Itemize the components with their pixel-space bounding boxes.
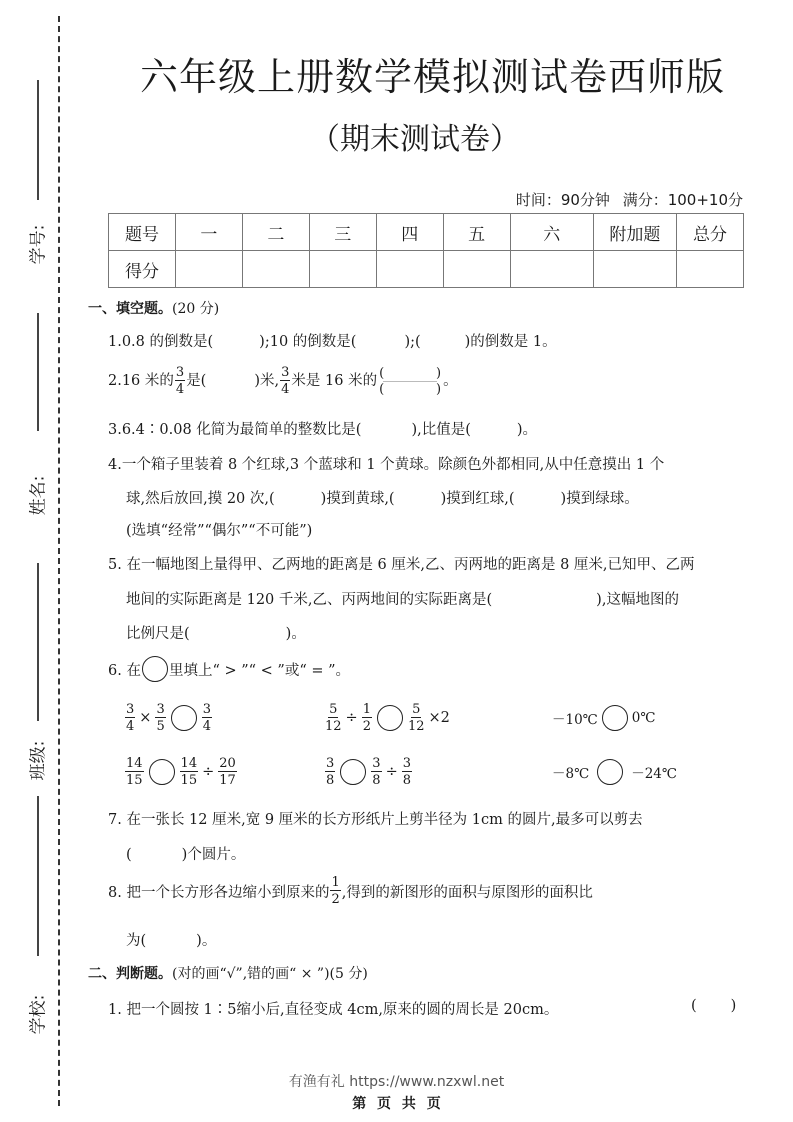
numerator: 14 xyxy=(126,756,143,771)
numerator: 3 xyxy=(156,702,165,717)
source-watermark: 有渔有礼 https://www.nzxwl.net xyxy=(288,1074,505,1090)
numerator: 1 xyxy=(362,702,371,717)
header-cell: 三 xyxy=(309,214,376,251)
numerator: 14 xyxy=(180,756,198,771)
numerator: 3 xyxy=(402,756,411,771)
question-1-6 xyxy=(108,656,350,682)
numerator: 3 xyxy=(372,756,381,771)
denominator: 8 xyxy=(372,773,381,788)
numerator: 5 xyxy=(412,702,421,717)
operator: ÷ xyxy=(385,764,398,780)
q3-text-b: ),比值是( xyxy=(411,422,471,438)
section-2-note: (对的画“√”,错的画“ × ”)(5 分) xyxy=(172,966,368,982)
header-cell: 五 xyxy=(443,214,510,251)
paren: ( xyxy=(379,381,385,397)
q5-text-d: )。 xyxy=(285,626,306,642)
q3-text-c: )。 xyxy=(516,422,538,438)
score-table xyxy=(108,213,744,288)
circle-icon xyxy=(142,656,168,682)
header-cell: 六 xyxy=(510,214,593,251)
compare-circle-input[interactable] xyxy=(171,705,197,731)
operator: ÷ xyxy=(345,710,358,726)
question-1-4-line-1: 4.一个箱子里装着 8 个红球,3 个蓝球和 1 个黄球。除颜色外都相同,从中任意摸出 1 个 xyxy=(108,457,665,473)
header-cell: 总分 xyxy=(676,214,743,251)
q1-text-a: 1.0.8 的倒数是( xyxy=(108,334,214,350)
header-cell: 四 xyxy=(376,214,443,251)
paren: ) xyxy=(436,381,442,397)
score-cell[interactable] xyxy=(242,251,309,288)
comparison-item-6 xyxy=(552,759,677,785)
comparison-item-1 xyxy=(124,703,213,733)
fraction xyxy=(125,703,135,733)
fraction xyxy=(218,757,237,787)
judgement-answer-blank[interactable] xyxy=(691,998,736,1014)
paren: ( xyxy=(379,365,385,381)
denominator: 4 xyxy=(281,382,290,397)
q2-text-d: 米是 16 米的 xyxy=(291,373,378,389)
q8-text-d: )。 xyxy=(196,933,217,949)
class-rule xyxy=(37,563,39,721)
q4-text-d: )摸到绿球。 xyxy=(560,491,639,507)
name-label: 姓名: xyxy=(28,475,49,516)
denominator: 2 xyxy=(331,892,340,907)
class-label: 班级: xyxy=(28,740,49,781)
numerator: 3 xyxy=(126,702,135,717)
page-number: 第 页 共 页 xyxy=(352,1096,441,1112)
q2-text-e: 。 xyxy=(443,373,458,389)
q1-text-b: );10 的倒数是( xyxy=(259,334,357,350)
numerator: 3 xyxy=(175,365,185,380)
temperature-value: 0℃ xyxy=(631,710,656,726)
score-cell[interactable] xyxy=(175,251,242,288)
numerator: 3 xyxy=(326,756,335,771)
temperature-value: －10℃ xyxy=(552,712,598,728)
question-1-2 xyxy=(108,366,458,396)
numerator: 20 xyxy=(219,756,236,771)
fraction xyxy=(325,757,335,787)
q8-text-c: 为( xyxy=(126,933,147,949)
q4-text-c: )摸到红球,( xyxy=(440,491,515,507)
denominator: 5 xyxy=(156,719,165,734)
question-1-4-line-3: (选填“经常”“偶尔”“不可能”) xyxy=(126,523,313,539)
header-cell: 二 xyxy=(242,214,309,251)
time-limit: 时间：90分钟 xyxy=(515,191,610,209)
denominator: 15 xyxy=(180,773,198,788)
fraction xyxy=(362,703,372,733)
score-cell[interactable] xyxy=(676,251,743,288)
q7-text-a: ( xyxy=(126,847,132,863)
fraction xyxy=(155,703,165,733)
compare-circle-input[interactable] xyxy=(597,759,623,785)
header-cell: 题号 xyxy=(109,214,176,251)
section-2-heading xyxy=(88,963,368,983)
fraction xyxy=(408,703,425,733)
denominator: 4 xyxy=(126,719,135,734)
denominator: 4 xyxy=(175,382,185,397)
numerator: 3 xyxy=(202,702,211,717)
section-1-points: (20 分) xyxy=(172,301,220,317)
q2-text-a: 2.16 米的 xyxy=(108,373,174,389)
question-1-3 xyxy=(108,418,537,439)
score-cell[interactable] xyxy=(510,251,593,288)
q4-text-b: )摸到黄球,( xyxy=(320,491,395,507)
operator: ÷ xyxy=(202,764,215,780)
score-cell[interactable] xyxy=(309,251,376,288)
q5-text-b: ),这幅地图的 xyxy=(596,592,679,608)
name-rule xyxy=(37,313,39,431)
question-1-5-line-2 xyxy=(126,588,679,609)
fraction xyxy=(280,366,290,396)
fraction xyxy=(371,757,381,787)
denominator: 15 xyxy=(126,773,143,788)
fraction-bar xyxy=(383,381,437,382)
school-rule xyxy=(37,796,39,956)
q7-text-b: )个圆片。 xyxy=(181,847,246,863)
student-id-rule xyxy=(37,80,39,200)
q4-text-a: 球,然后放回,摸 20 次,( xyxy=(126,491,275,507)
school-label: 学校: xyxy=(28,994,49,1035)
q6-text-b: 里填上“ > ”“ < ”或“ = ”。 xyxy=(168,662,351,679)
score-cell[interactable] xyxy=(443,251,510,288)
header-cell: 一 xyxy=(175,214,242,251)
numerator: 1 xyxy=(331,875,340,890)
full-score: 满分：100+10分 xyxy=(622,191,743,209)
question-1-1 xyxy=(108,330,557,351)
numerator: 3 xyxy=(281,365,290,380)
q1-text-d: )的倒数是 1。 xyxy=(464,334,557,350)
operator: × xyxy=(139,710,152,726)
compare-circle-input[interactable] xyxy=(377,705,403,731)
q3-text-a: 3.6.4∶0.08 化简为最简单的整数比是( xyxy=(108,422,362,438)
compare-circle-input[interactable] xyxy=(602,705,628,731)
score-cell[interactable] xyxy=(593,251,676,288)
question-1-8-line-1 xyxy=(108,876,593,906)
question-1-5-line-3 xyxy=(126,622,306,643)
exam-meta xyxy=(516,189,743,210)
question-1-4-line-2 xyxy=(126,487,639,508)
denominator: 17 xyxy=(219,773,236,788)
q2-text-b: 是( xyxy=(186,373,207,389)
fraction xyxy=(125,757,144,787)
fraction xyxy=(330,876,340,906)
operator: ×2 xyxy=(428,710,450,726)
student-id-label: 学号: xyxy=(28,224,49,265)
temperature-value: －24℃ xyxy=(631,766,677,782)
q8-text-a: 8. 把一个长方形各边缩小到原来的 xyxy=(108,884,330,901)
comparison-item-5 xyxy=(324,757,413,787)
score-row-label: 得分 xyxy=(109,251,176,288)
q2-text-c: )米, xyxy=(254,373,280,389)
score-table-score-row xyxy=(109,251,744,288)
paren: ) xyxy=(436,365,442,381)
binding-dashed-line xyxy=(58,16,60,1106)
q5-text-a: 地间的实际距离是 120 千米,乙、丙两地间的实际距离是( xyxy=(126,592,493,608)
q6-text-a: 6. 在 xyxy=(108,662,141,679)
section-2-title: 二、判断题。 xyxy=(88,966,172,982)
fraction xyxy=(402,757,412,787)
fraction-answer-blank[interactable] xyxy=(379,367,441,396)
denominator: 4 xyxy=(202,719,211,734)
comparison-item-4 xyxy=(124,757,238,787)
compare-circle-input[interactable] xyxy=(340,759,366,785)
section-1-heading xyxy=(88,298,219,318)
fraction xyxy=(175,366,185,396)
paren: ) xyxy=(730,998,737,1014)
score-cell[interactable] xyxy=(376,251,443,288)
denominator: 12 xyxy=(325,719,342,734)
denominator: 8 xyxy=(326,773,335,788)
denominator: 12 xyxy=(407,719,425,734)
comparison-item-2 xyxy=(324,703,453,733)
comparison-item-3 xyxy=(552,705,655,731)
denominator: 2 xyxy=(362,719,371,734)
q5-text-c: 比例尺是( xyxy=(126,626,190,642)
fraction xyxy=(325,703,342,733)
exam-title: 六年级上册数学模拟测试卷西师版 xyxy=(139,55,725,99)
header-cell: 附加题 xyxy=(593,214,676,251)
score-table-header-row xyxy=(109,214,744,251)
judgement-question-1: 1. 把一个圆按 1∶5缩小后,直径变成 4cm,原来的圆的周长是 20cm。 xyxy=(108,1002,559,1018)
q8-text-b: ,得到的新图形的面积与原图形的面积比 xyxy=(341,884,593,901)
temperature-value: －8℃ xyxy=(552,766,590,782)
numerator: 5 xyxy=(329,702,338,717)
question-1-5-line-1: 5. 在一幅地图上量得甲、乙两地的距离是 6 厘米,乙、丙两地的距离是 8 厘米,已知甲、乙两 xyxy=(108,557,695,573)
paren: ( xyxy=(691,998,697,1014)
exam-subtitle: （期末测试卷） xyxy=(310,122,520,157)
compare-circle-input[interactable] xyxy=(149,759,175,785)
question-1-7-line-1: 7. 在一张长 12 厘米,宽 9 厘米的长方形纸片上剪半径为 1cm 的圆片,最多可以剪去 xyxy=(108,812,643,828)
question-1-8-line-2 xyxy=(126,929,216,950)
q1-text-c: );( xyxy=(404,334,421,350)
fraction xyxy=(180,757,199,787)
denominator: 8 xyxy=(402,773,411,788)
section-1-title: 一、填空题。 xyxy=(88,301,172,317)
fraction xyxy=(202,703,212,733)
question-1-7-line-2 xyxy=(126,843,245,864)
